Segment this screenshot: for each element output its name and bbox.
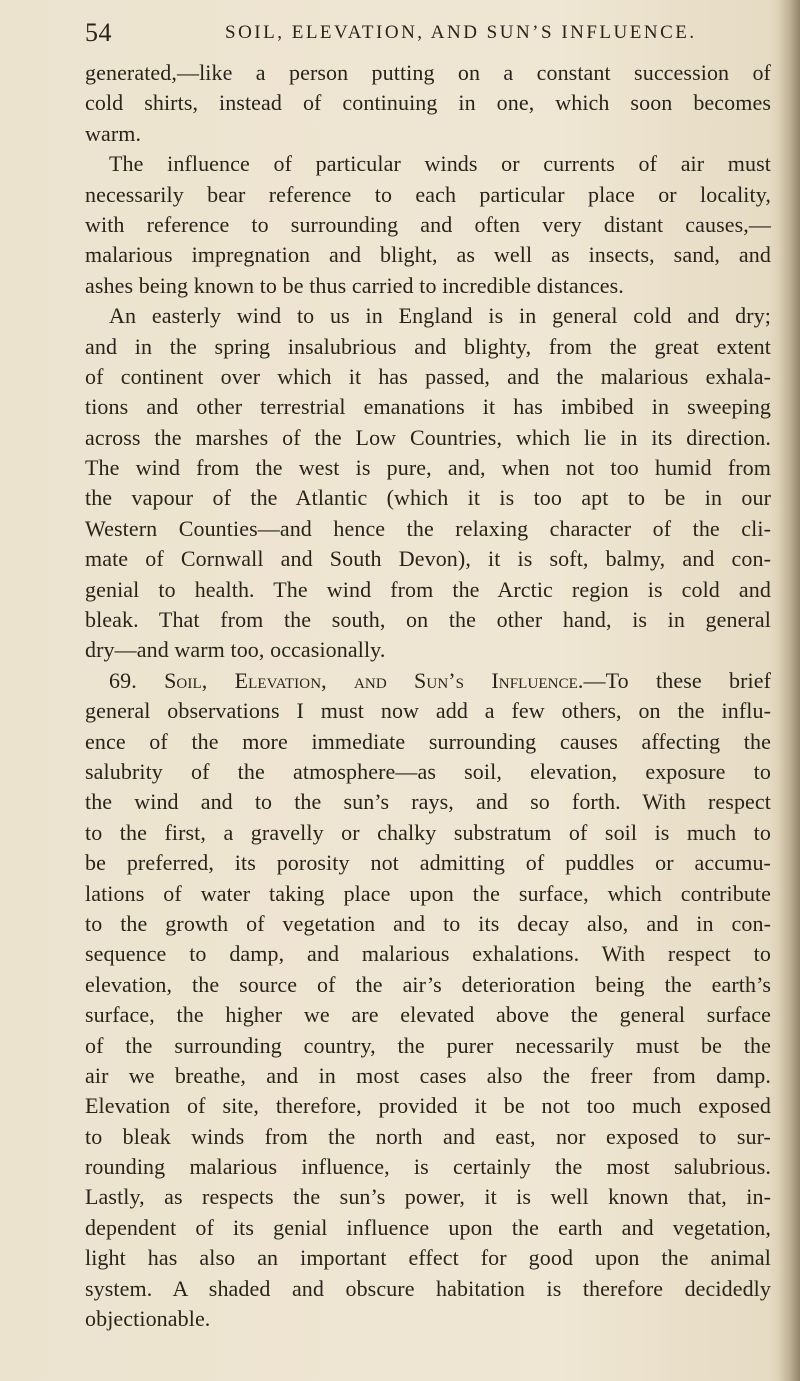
text-line: surface, the higher we are elevated above the general surface bbox=[85, 1002, 771, 1028]
text-line: light has also an important effect for good upon the animal bbox=[85, 1245, 771, 1271]
text-line: An easterly wind to us in England is in general cold and dry; bbox=[109, 303, 771, 329]
text-line: Elevation of site, therefore, provided it be not too much exposed bbox=[85, 1093, 771, 1119]
running-head: SOIL, ELEVATION, AND SUN’S INFLUENCE. bbox=[225, 22, 697, 43]
section-heading-line bbox=[85, 666, 771, 696]
text-line: and in the spring insalubrious and blighty, from the great extent bbox=[85, 333, 771, 359]
text-line: of continent over which it has passed, and the malarious exhala- bbox=[85, 363, 771, 389]
body-text bbox=[85, 58, 771, 1334]
text-line: of the surrounding country, the purer necessarily must be the bbox=[85, 1032, 771, 1058]
text-line: necessarily bear reference to each particular place or locality, bbox=[85, 181, 771, 207]
text-line: ence of the more immediate surrounding causes affecting the bbox=[85, 728, 771, 754]
section-number: 69. bbox=[109, 667, 165, 693]
text-line: the vapour of the Atlantic (which it is too apt to be in our bbox=[85, 485, 771, 511]
text-line: The influence of particular winds or currents of air must bbox=[109, 151, 771, 177]
text-line: dry—and warm too, occasionally. bbox=[85, 637, 386, 663]
text-line: The wind from the west is pure, and, when not too humid from bbox=[85, 455, 771, 481]
text-line: system. A shaded and obscure habitation is therefore decidedly bbox=[85, 1275, 771, 1301]
text-line: mate of Cornwall and South Devon), it is soft, balmy, and con- bbox=[85, 546, 771, 572]
text-line: warm. bbox=[85, 120, 142, 146]
text-line: with reference to surrounding and often very distant causes,— bbox=[85, 211, 771, 237]
text-line: bleak. That from the south, on the other hand, is in general bbox=[85, 607, 771, 633]
text-line: general observations I must now add a few others, on the influ- bbox=[85, 698, 771, 724]
page-header bbox=[85, 18, 775, 52]
page-number: 54 bbox=[85, 18, 112, 47]
text-line: Western Counties—and hence the relaxing character of the cli- bbox=[85, 515, 771, 541]
text-line: rounding malarious influence, is certainly the most salubrious. bbox=[85, 1154, 771, 1180]
text-line: Lastly, as respects the sun’s power, it is well known that, in- bbox=[85, 1184, 771, 1210]
section-title: Soil, Elevation, and Sun’s Influence. bbox=[164, 667, 584, 693]
text-line: dependent of its genial influence upon the earth and vegetation, bbox=[85, 1214, 771, 1240]
page-gutter-shadow bbox=[778, 0, 800, 1381]
text-line: sequence to damp, and malarious exhalations. With respect to bbox=[85, 941, 771, 967]
text-line: salubrity of the atmosphere—as soil, elevation, exposure to bbox=[85, 758, 771, 784]
text-line: cold shirts, instead of continuing in one, which soon becomes bbox=[85, 90, 771, 116]
text-line: air we breathe, and in most cases also the freer from damp. bbox=[85, 1062, 771, 1088]
text-line: ashes being known to be thus carried to incredible distances. bbox=[85, 272, 624, 298]
text-line: tions and other terrestrial emanations it has imbibed in sweeping bbox=[85, 394, 771, 420]
text-line: malarious impregnation and blight, as well as insects, sand, and bbox=[85, 242, 771, 268]
text-line: be preferred, its porosity not admitting of puddles or accumu- bbox=[85, 850, 771, 876]
text-line: generated,—like a person putting on a constant succession of bbox=[85, 60, 771, 85]
text-line: to the first, a gravelly or chalky substratum of soil is much to bbox=[85, 819, 771, 845]
text-line: genial to health. The wind from the Arctic region is cold and bbox=[85, 576, 771, 602]
text-line: across the marshes of the Low Countries, which lie in its direction. bbox=[85, 424, 771, 450]
text-line: lations of water taking place upon the surface, which contribute bbox=[85, 880, 771, 906]
text-line: to bleak winds from the north and east, nor exposed to sur- bbox=[85, 1123, 771, 1149]
text-line: to the growth of vegetation and to its decay also, and in con- bbox=[85, 910, 771, 936]
text-line: elevation, the source of the air’s deterioration being the earth’s bbox=[85, 971, 771, 997]
section-heading-rest: —To these brief bbox=[583, 667, 772, 693]
text-line: the wind and to the sun’s rays, and so forth. With respect bbox=[85, 789, 771, 815]
text-line: objectionable. bbox=[85, 1306, 211, 1332]
